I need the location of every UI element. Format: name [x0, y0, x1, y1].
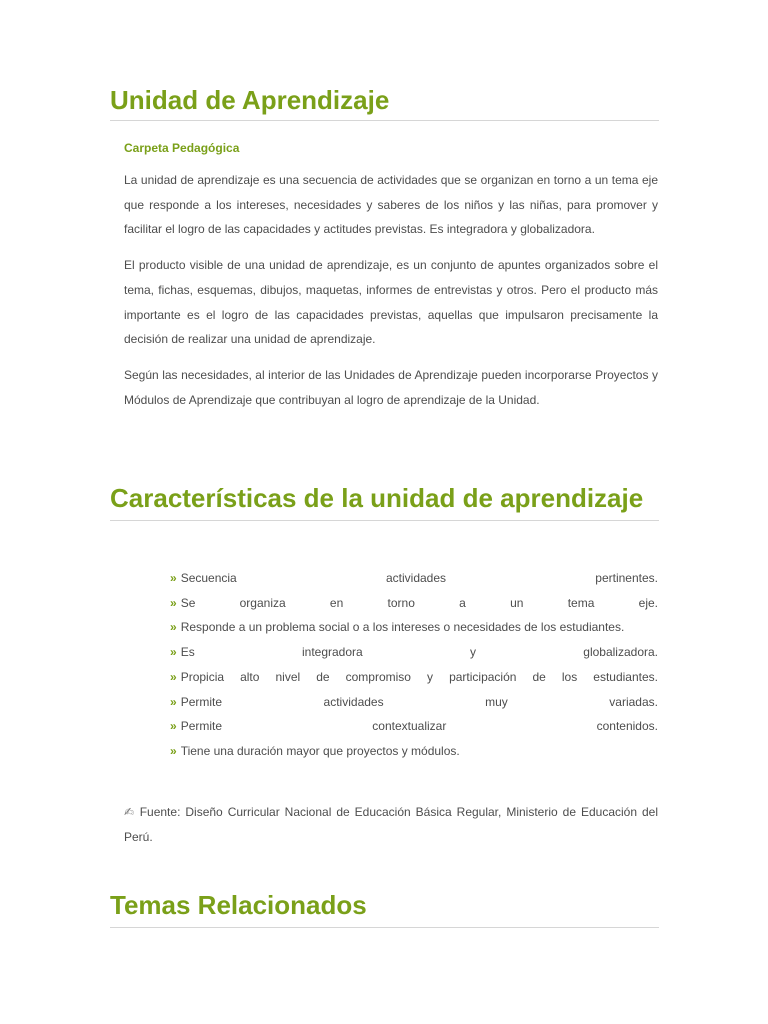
- section-heading-features: Características de la unidad de aprendizaje: [110, 483, 659, 521]
- list-item: » Responde a un problema social o a los intereses o necesidades de los estudiantes.: [170, 620, 625, 635]
- page-title: Unidad de Aprendizaje: [110, 84, 659, 121]
- features-list-wrapper: [170, 566, 658, 764]
- bullet-icon: »: [170, 743, 177, 758]
- list-item: » Tiene una duración mayor que proyectos y módulos.: [170, 743, 460, 758]
- bullet-icon: »: [170, 571, 177, 585]
- bullet-icon: »: [170, 595, 177, 610]
- bullet-icon: »: [170, 620, 177, 635]
- list-item: » Permite actividades muy variadas.: [170, 694, 658, 709]
- list-item: » Permite contextualizar contenidos.: [170, 719, 658, 734]
- subtitle: Carpeta Pedagógica: [124, 141, 240, 155]
- source-note: [124, 800, 658, 849]
- source-text: Fuente: Diseño Curricular Nacional de Educación Básica Regular, Ministerio de Educación del Perú.: [124, 805, 658, 844]
- list-item: » Secuencia actividades pertinentes.: [170, 571, 658, 585]
- list-item: » Es integradora y globalizadora.: [170, 645, 658, 660]
- list-item: » Se organiza en torno a un tema eje.: [170, 595, 658, 610]
- writing-hand-icon: ✍: [124, 805, 136, 819]
- section-1-body: [124, 141, 658, 412]
- paragraph-2: El producto visible de una unidad de aprendizaje, es un conjunto de apuntes organizados sobre el tema, fichas, esquemas, dibujos, maquetas, informes de entrevistas y otros. Pero el producto más importante es el logro de las capacidades previstas, aquellas que impulsaron precisamente la decisión de realizar una unidad de aprendizaje.: [124, 258, 658, 347]
- list-item: » Propicia alto nivel de compromiso y participación de los estudiantes.: [170, 669, 658, 684]
- paragraph-1: La unidad de aprendizaje es una secuencia de actividades que se organizan en torno a un tema eje que responde a los intereses, necesidades y saberes de los niños y las niñas, para promover y facilitar el logro de las capacidades y actitudes previstas. Es integradora y globalizadora.: [124, 173, 658, 237]
- section-heading-related: Temas Relacionados: [110, 890, 659, 928]
- features-list: [170, 566, 658, 764]
- bullet-icon: »: [170, 719, 177, 734]
- bullet-icon: »: [170, 694, 177, 709]
- paragraph-3: Según las necesidades, al interior de las Unidades de Aprendizaje pueden incorporarse Proyectos y Módulos de Aprendizaje que contribuyan al logro de aprendizaje de la Unidad.: [124, 367, 658, 407]
- bullet-icon: »: [170, 669, 177, 684]
- bullet-icon: »: [170, 645, 177, 660]
